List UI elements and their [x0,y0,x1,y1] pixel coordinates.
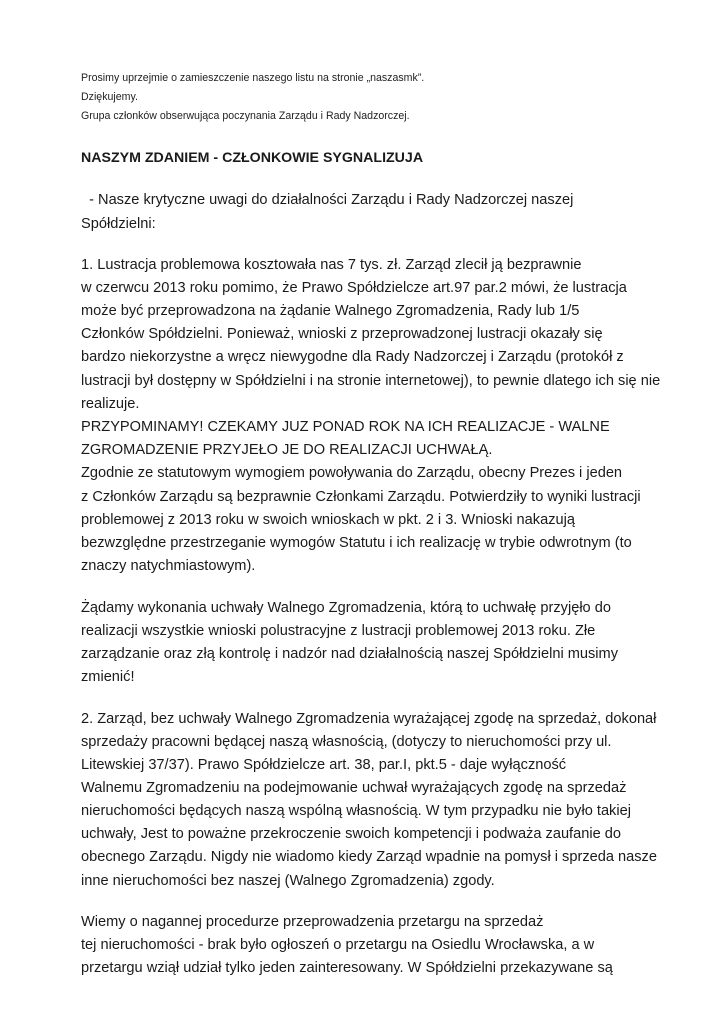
body-line: w czerwcu 2013 roku pomimo, że Prawo Spółdzielcze art.97 par.2 mówi, że lustracja [81,280,627,296]
body-line: Walnemu Zgromadzeniu na podejmowanie uchwał wyrażających zgodę na sprzedaż [81,780,627,796]
body-line: - Nasze krytyczne uwagi do działalności Zarządu i Rady Nadzorczej naszej [81,192,574,208]
header-line: Grupa członków obserwująca poczynania Zarządu i Rady Nadzorczej. [81,110,410,122]
body-line: nieruchomości będących naszą wspólną własnością. W tym przypadku nie było takiej [81,803,631,819]
body-line: realizuje. [81,396,140,412]
body-line: ZGROMADZENIE PRZYJEŁO JE DO REALIZACJI UCHWAŁĄ. [81,442,493,458]
body-line: tej nieruchomości - brak było ogłoszeń o przetargu na Osiedlu Wrocławska, a w [81,937,595,953]
body-line: może być przeprowadzona na żądanie Walnego Zgromadzenia, Rady lub 1/5 [81,303,580,319]
header-line: Dziękujemy. [81,91,138,103]
body-line: lustracji był dostępny w Spółdzielni i na stronie internetowej), to pewnie dlatego ich się nie [81,373,661,389]
body-line: przetargu wziął udział tylko jeden zainteresowany. W Spółdzielni przekazywane są [81,960,613,976]
body-line: sprzedaży pracowni będącej naszą własnością, (dotyczy to nieruchomości przy ul. [81,734,612,750]
body-line: Spółdzielni: [81,216,156,232]
body-line: bezwzględne przestrzeganie wymogów Statutu i ich realizację w trybie odwrotnym (to [81,535,632,551]
body-line: realizacji wszystkie wnioski polustracyjne z lustracji problemowej 2013 roku. Złe [81,623,596,639]
document-title: NASZYM ZDANIEM - CZŁONKOWIE SYGNALIZUJA [81,150,424,166]
body-line: 1. Lustracja problemowa kosztowała nas 7 tys. zł. Zarząd zlecił ją bezprawnie [81,257,582,273]
body-line: Zgodnie ze statutowym wymogiem powoływania do Zarządu, obecny Prezes i jeden [81,465,623,481]
body-line: PRZYPOMINAMY! CZEKAMY JUZ PONAD ROK NA ICH REALIZACJE - WALNE [81,419,610,435]
body-line: Członków Spółdzielni. Ponieważ, wnioski z przeprowadzonej lustracji okazały się [81,326,603,342]
body-line: obecnego Zarządu. Nigdy nie wiadomo kiedy Zarząd wpadnie na pomysł i sprzeda nasze [81,849,657,865]
body-line: uchwały, Jest to poważne przekroczenie swoich kompetencji i podważa zaufanie do [81,826,621,842]
body-line: 2. Zarząd, bez uchwały Walnego Zgromadzenia wyrażającej zgodę na sprzedaż, dokonał [81,711,657,727]
body-line: Litewskiej 37/37). Prawo Spółdzielcze art. 38, par.I, pkt.5 - daje wyłączność [81,757,567,773]
body-line: zarządzanie oraz złą kontrolę i nadzór nad działalnością naszej Spółdzielni musimy [81,646,619,662]
body-line: z Członków Zarządu są bezprawnie Członkami Zarządu. Potwierdziły to wyniki lustracji [81,489,641,505]
body-line: Wiemy o nagannej procedurze przeprowadzenia przetargu na sprzedaż [81,914,544,930]
body-line: zmienić! [81,669,135,685]
body-line: bardzo niekorzystne a wręcz niewygodne dla Rady Nadzorczej i Zarządu (protokół z [81,349,624,365]
body-line: znaczy natychmiastowym). [81,558,256,574]
body-line: Żądamy wykonania uchwały Walnego Zgromadzenia, którą to uchwałę przyjęło do [81,600,611,616]
body-line: problemowej z 2013 roku w swoich wnioskach w pkt. 2 i 3. Wnioski nakazują [81,512,575,528]
header-line: Prosimy uprzejmie o zamieszczenie naszego listu na stronie „naszasmk”. [81,72,425,84]
header-note [81,69,424,126]
body-line: inne nieruchomości bez naszej (Walnego Zgromadzenia) zgody. [81,873,495,889]
